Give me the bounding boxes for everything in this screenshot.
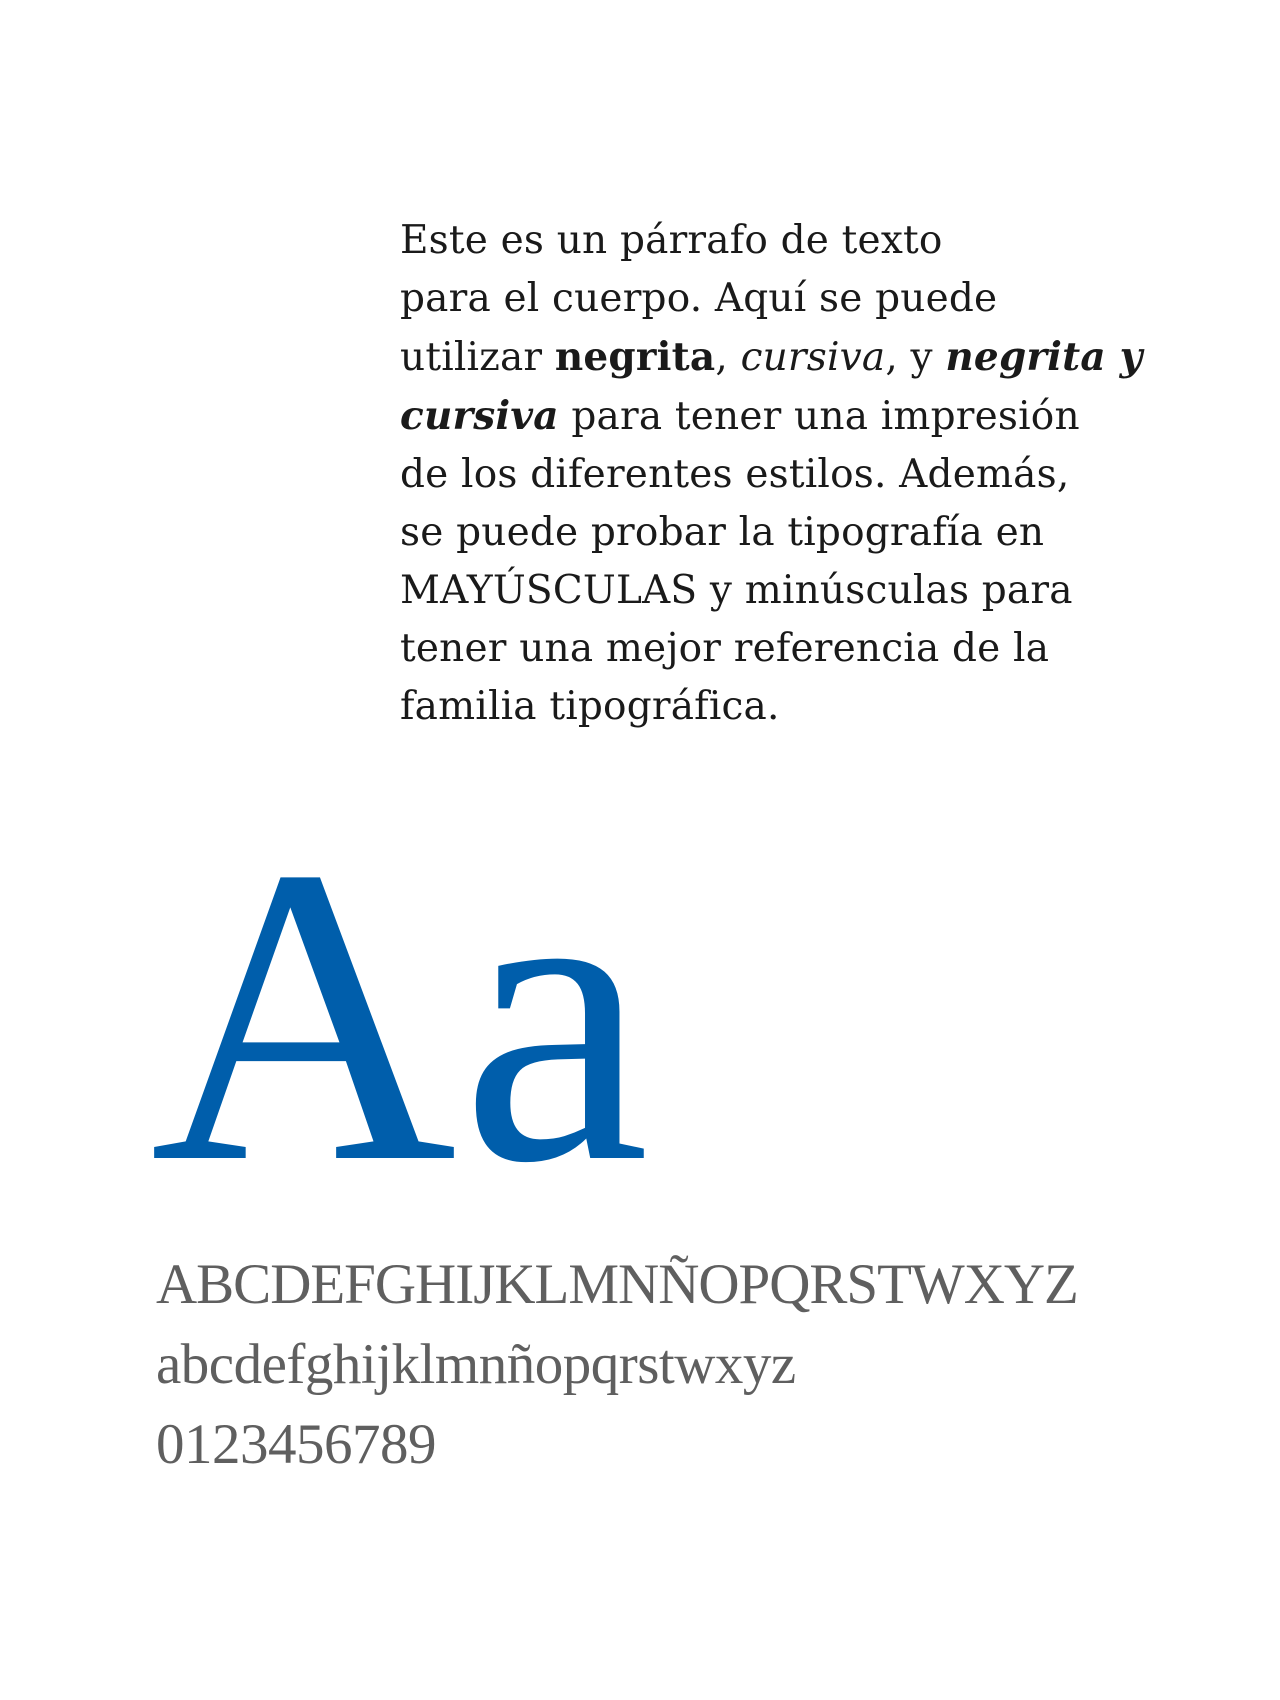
paragraph-line [400, 270, 1120, 328]
paragraph-line [400, 620, 1120, 678]
paragraph-text: MAYÚSCULAS y minúsculas para [400, 568, 1073, 613]
uppercase-character-set: ABCDEFGHIJKLMNÑOPQRSTWXYZ [156, 1253, 1078, 1316]
specimen-uppercase-glyph: A [150, 779, 461, 1250]
paragraph-text: de los diferentes estilos. Además, [400, 452, 1070, 497]
glyph-specimen [150, 779, 654, 1250]
paragraph-line [400, 562, 1120, 620]
paragraph-line [400, 212, 1120, 270]
italic-sample: cursiva [740, 335, 886, 380]
bold-sample: negrita [554, 334, 716, 380]
paragraph-line [400, 504, 1120, 562]
bold-italic-sample: cursiva [400, 393, 559, 439]
body-text-paragraph [400, 212, 1143, 736]
specimen-lowercase-glyph: a [460, 779, 654, 1250]
bold-italic-sample: negrita y [945, 334, 1143, 380]
paragraph-text: para el cuerpo. Aquí se puede [400, 276, 998, 321]
paragraph-line [400, 446, 1120, 504]
paragraph-text: utilizar [400, 335, 555, 380]
paragraph-text: tener una mejor referencia de la [400, 626, 1050, 671]
paragraph-line [400, 678, 1120, 736]
paragraph-text: , [715, 335, 741, 380]
digit-character-set: 0123456789 [156, 1413, 436, 1476]
paragraph-text: familia tipográfica. [400, 684, 780, 729]
paragraph-text: Este es un párrafo de texto [400, 218, 943, 263]
paragraph-line [400, 328, 1143, 387]
paragraph-text: para tener una impresión [558, 394, 1080, 439]
paragraph-text: , y [885, 335, 946, 380]
paragraph-line [400, 387, 1120, 446]
paragraph-text: se puede probar la tipografía en [400, 510, 1045, 555]
lowercase-character-set: abcdefghijklmnñopqrstwxyz [156, 1333, 796, 1396]
